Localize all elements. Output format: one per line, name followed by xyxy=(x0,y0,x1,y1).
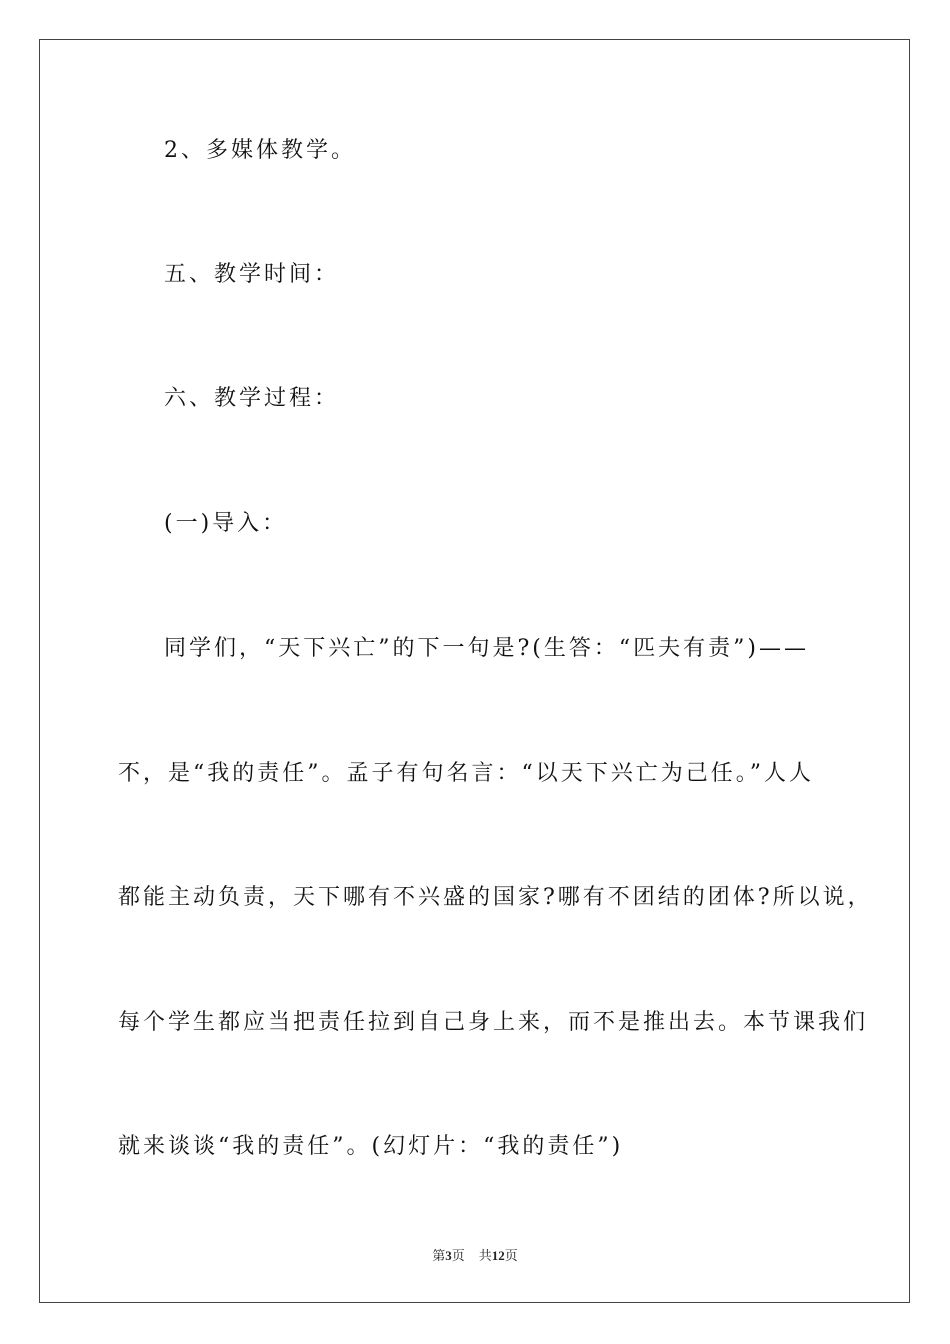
heading-teaching-process: 六、教学过程： xyxy=(164,386,340,411)
footer-page-prefix: 第 xyxy=(432,1248,446,1263)
paragraph-multimedia: 2、多媒体教学。 xyxy=(164,138,356,163)
body-text-line: 同学们，“天下兴亡”的下一句是?(生答：“匹夫有责”)—— xyxy=(164,636,809,661)
footer-total-suffix: 页 xyxy=(504,1248,518,1263)
body-text-line: 就来谈谈“我的责任”。(幻灯片：“我的责任”) xyxy=(118,1134,624,1159)
body-text-line: 都能主动负责，天下哪有不兴盛的国家?哪有不团结的团体?所以说， xyxy=(118,885,873,910)
footer-page-number: 3 xyxy=(445,1248,452,1263)
footer-total-prefix: 共 xyxy=(478,1248,492,1263)
page-footer xyxy=(0,1248,950,1264)
footer-page-suffix: 页 xyxy=(451,1248,465,1263)
footer-total-pages: 12 xyxy=(491,1248,505,1263)
subheading-introduction: (一)导入： xyxy=(164,511,288,536)
page-frame xyxy=(39,39,910,1303)
body-text-line: 每个学生都应当把责任拉到自己身上来，而不是推出去。本节课我们 xyxy=(118,1010,869,1035)
heading-teaching-time: 五、教学时间： xyxy=(164,262,340,287)
body-text-line: 不，是“我的责任”。孟子有句名言：“以天下兴亡为己任。”人人 xyxy=(118,761,814,786)
